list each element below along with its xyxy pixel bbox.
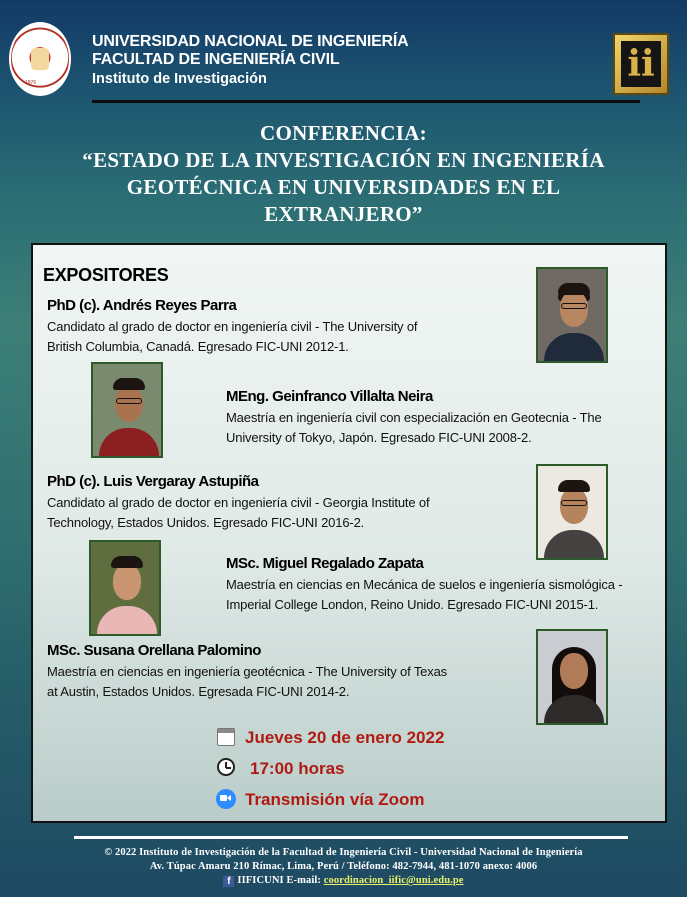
speaker-2-name: MEng. Geinfranco Villalta Neira bbox=[226, 388, 433, 405]
speaker-4-photo bbox=[89, 540, 161, 636]
speaker-5-desc-line-1: Maestría en ciencias en ingeniería geotécnica - The University of Texas bbox=[47, 664, 448, 679]
speaker-2-desc-line-2: University of Tokyo, Japón. Egresado FIC-UNI 2008-2. bbox=[226, 430, 532, 445]
speaker-4-desc bbox=[226, 575, 622, 615]
speaker-2-desc bbox=[226, 408, 649, 448]
speaker-3-desc bbox=[47, 493, 429, 533]
uni-seal-logo bbox=[9, 22, 71, 96]
social-handle[interactable]: IIFICUNI bbox=[237, 875, 284, 886]
event-time: 17:00 horas bbox=[250, 759, 345, 778]
speaker-1-desc-line-2: British Columbia, Canadá. Egresado FIC-UNI 2012-1. bbox=[47, 339, 349, 354]
event-date: Jueves 20 de enero 2022 bbox=[245, 728, 445, 747]
speaker-3-desc-line-1: Candidato al grado de doctor en ingeniería civil - Georgia Institute of bbox=[47, 495, 430, 510]
seal-emblem bbox=[31, 48, 49, 70]
title-line-1: CONFERENCIA: bbox=[260, 121, 427, 145]
speaker-1-desc bbox=[47, 317, 417, 357]
zoom-icon bbox=[216, 789, 236, 809]
calendar-icon bbox=[217, 728, 235, 746]
email-link[interactable]: coordinacion_iific@uni.edu.pe bbox=[323, 875, 464, 886]
speaker-1-desc-line-1: Candidato al grado de doctor en ingeniería civil - The University of bbox=[47, 319, 418, 334]
title-line-4: EXTRANJERO” bbox=[264, 202, 423, 226]
header-divider bbox=[92, 100, 640, 103]
speaker-2-desc-line-1: Maestría en ingeniería civil con especialización en Geotecnia - The bbox=[226, 410, 602, 425]
conference-title bbox=[30, 120, 657, 228]
speaker-2-photo bbox=[91, 362, 163, 458]
speaker-5-photo bbox=[536, 629, 608, 725]
speaker-4-desc-line-1: Maestría en ciencias en Mecánica de suelos e ingeniería sismológica - bbox=[226, 577, 623, 592]
title-line-2: “ESTADO DE LA INVESTIGACIÓN EN INGENIERÍA bbox=[82, 148, 605, 172]
speaker-4-desc-line-2: Imperial College London, Reino Unido. Egresado FIC-UNI 2015-1. bbox=[226, 597, 599, 612]
event-platform: Transmisión vía Zoom bbox=[245, 790, 425, 809]
speakers-panel bbox=[31, 243, 667, 823]
speaker-5-desc-line-2: at Austin, Estados Unidos. Egresada FIC-UNI 2014-2. bbox=[47, 684, 350, 699]
footer-divider bbox=[74, 836, 628, 839]
institute-logo-mark: ii bbox=[621, 41, 661, 87]
institute-logo bbox=[613, 33, 669, 95]
speaker-3-name: PhD (c). Luis Vergaray Astupiña bbox=[47, 473, 259, 490]
speakers-heading: EXPOSITORES bbox=[43, 265, 169, 285]
seal-year: 1876 bbox=[25, 80, 37, 86]
speaker-3-photo bbox=[536, 464, 608, 560]
footer-contact bbox=[30, 875, 657, 887]
speaker-5-name: MSc. Susana Orellana Palomino bbox=[47, 642, 261, 659]
footer-address: Av. Túpac Amaru 210 Rímac, Lima, Perú / Teléfono: 482-7944, 481-1070 anexo: 4006 bbox=[149, 861, 538, 872]
title-line-3: GEOTÉCNICA EN UNIVERSIDADES EN EL bbox=[126, 175, 561, 199]
speaker-1-name: PhD (c). Andrés Reyes Parra bbox=[47, 297, 237, 314]
clock-icon bbox=[217, 758, 235, 776]
speaker-3-desc-line-2: Technology, Estados Unidos. Egresado FIC-UNI 2016-2. bbox=[47, 515, 365, 530]
university-name: UNIVERSIDAD NACIONAL DE INGENIERÍA bbox=[92, 33, 409, 50]
footer-copyright: © 2022 Instituto de Investigación de la Facultad de Ingeniería Civil - Universidad Nacional de Ingeniería bbox=[104, 847, 583, 858]
speaker-1-photo bbox=[536, 267, 608, 363]
institute-name: Instituto de Investigación bbox=[92, 71, 267, 87]
institution-header bbox=[92, 33, 409, 89]
faculty-name: FACULTAD DE INGENIERÍA CIVIL bbox=[92, 51, 340, 68]
facebook-icon: f bbox=[223, 876, 234, 887]
email-label: E-mail: bbox=[286, 875, 321, 886]
speaker-5-desc bbox=[47, 662, 447, 702]
speaker-4-name: MSc. Miguel Regalado Zapata bbox=[226, 555, 424, 572]
